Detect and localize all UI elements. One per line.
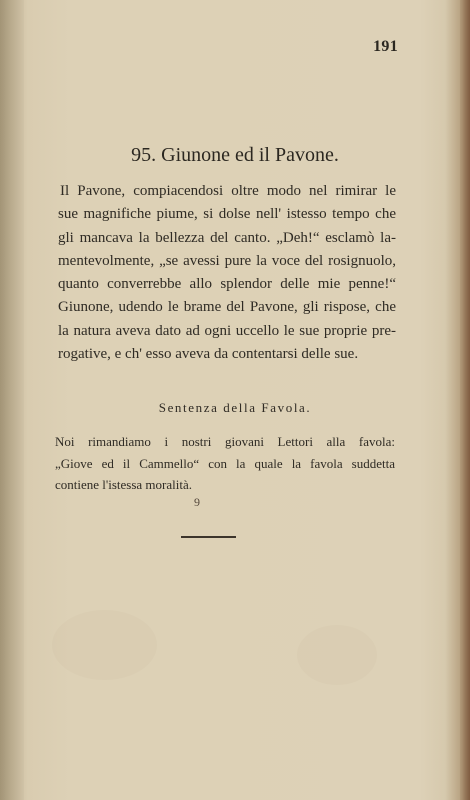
section-divider <box>181 536 236 538</box>
moral-text-line: „Giove ed il Cammello“ con la quale la favola suddetta <box>55 455 395 471</box>
fable-text-line: quanto converrebbe allo splendor delle mie penne!“ <box>58 276 396 293</box>
paper-stain <box>52 610 157 680</box>
page-number: 191 <box>373 38 398 55</box>
printer-mark: 9 <box>194 495 200 509</box>
moral-text <box>55 431 395 496</box>
fable-text-line: Il Pavone, compiacendosi oltre modo nel rimirar le <box>60 183 396 199</box>
fable-text-line: Giunone, udendo le brame del Pavone, gli rispose, che <box>58 299 396 316</box>
paper-stain <box>297 625 377 685</box>
fable-text-line: rogative, e ch' esso aveva da contentarsi delle sue. <box>58 346 359 363</box>
moral-text-line: contiene l'istessa moralità. <box>55 477 192 492</box>
fable-text-line: la natura aveva dato ad ogni uccello le sue proprie pre- <box>58 322 396 339</box>
fable-text-line: sue magnifiche piume, si dolse nell' istesso tempo che <box>58 206 396 223</box>
fable-text <box>58 180 396 366</box>
moral-text-line: Noi rimandiamo i nostri giovani Lettori alla favola: <box>55 434 395 449</box>
fable-text-line: mentevolmente, „se avessi pure la voce del rosignuolo, <box>58 252 396 269</box>
fable-title: 95. Giunone ed il Pavone. <box>131 144 339 166</box>
fable-text-line: gli mancava la bellezza del canto. „Deh!“ esclamò la- <box>58 229 396 246</box>
moral-heading: Sentenza della Favola. <box>158 400 312 415</box>
